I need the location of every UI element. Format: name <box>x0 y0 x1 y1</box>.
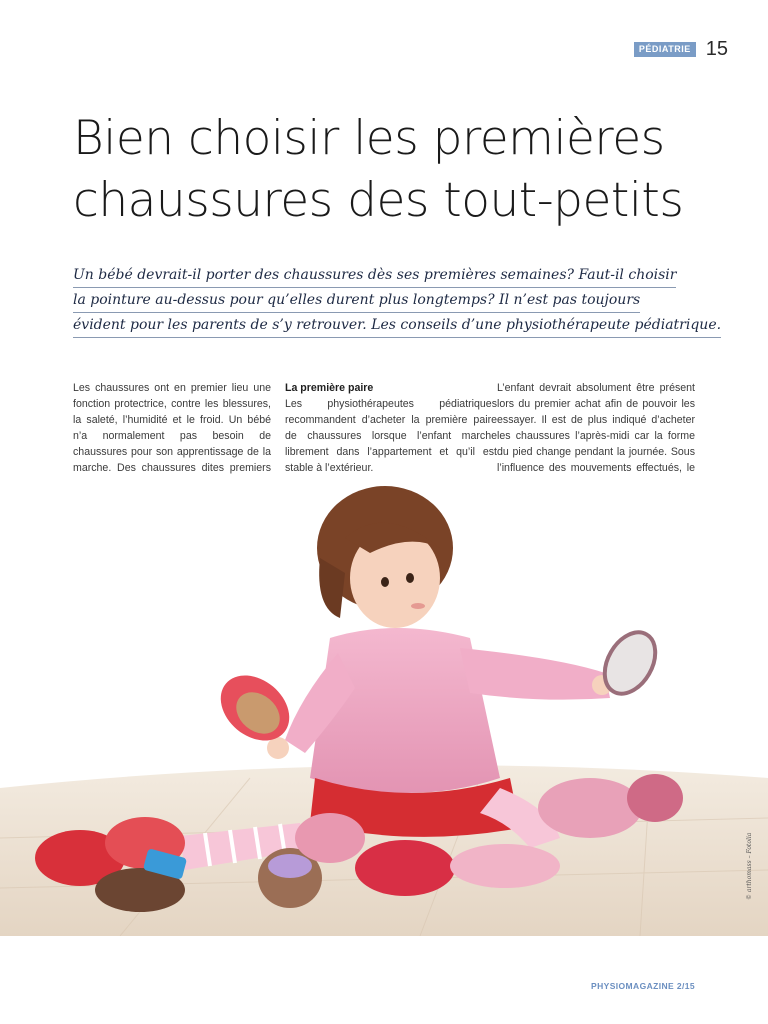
title-line: chaussures des tout-petits <box>73 173 684 228</box>
article-lead <box>73 263 722 338</box>
photo-credit: © arthomass – Fotolia <box>746 832 753 900</box>
page-header <box>634 39 728 59</box>
lead-line: évident pour les parents de s’y retrouver. Les conseils d’une physiothérapeute pédiatrique. <box>73 313 721 338</box>
lead-line: Un bébé devrait-il porter des chaussures dès ses premières semaines? Faut-il choisir <box>73 263 676 288</box>
text-column-2 <box>285 380 497 476</box>
section-badge: PÉDIATRIE <box>634 42 696 57</box>
body-paragraph: L’enfant devrait absolument être présent lors du premier achat afin de pouvoir les essayer. Il est de plus indiqué d’acheter les chaussures l’après-midi car la forme du pied change pendant la journée. Sous l’influence des mouvements effectués, le <box>497 382 695 474</box>
section-heading: La première paire <box>285 382 374 394</box>
body-paragraph: Les chaussures ont en premier lieu une fonction protectrice, contre les blessures, la saleté, l’humidité et le froid. Un bébé n’a normalement pas besoin de chaussures pour son apprentissage de la marche. Des chaussures dites premiers <box>73 382 271 474</box>
title-line: Bien choisir les premières <box>73 111 665 166</box>
article-title <box>73 108 733 232</box>
page-number: 15 <box>705 38 728 60</box>
magazine-footer: PHYSIOMAGAZINE 2/15 <box>591 981 695 991</box>
body-paragraph: Les physiothérapeutes pédiatriques recommandent d’acheter la première paire de chaussures lorsque l’enfant marche librement dans l’appartement et qu’il est stable à l’extérieur. <box>285 398 497 474</box>
article-photo <box>0 478 768 936</box>
lead-line: la pointure au-dessus pour qu’elles durent plus longtemps? Il n’est pas toujours <box>73 288 640 313</box>
